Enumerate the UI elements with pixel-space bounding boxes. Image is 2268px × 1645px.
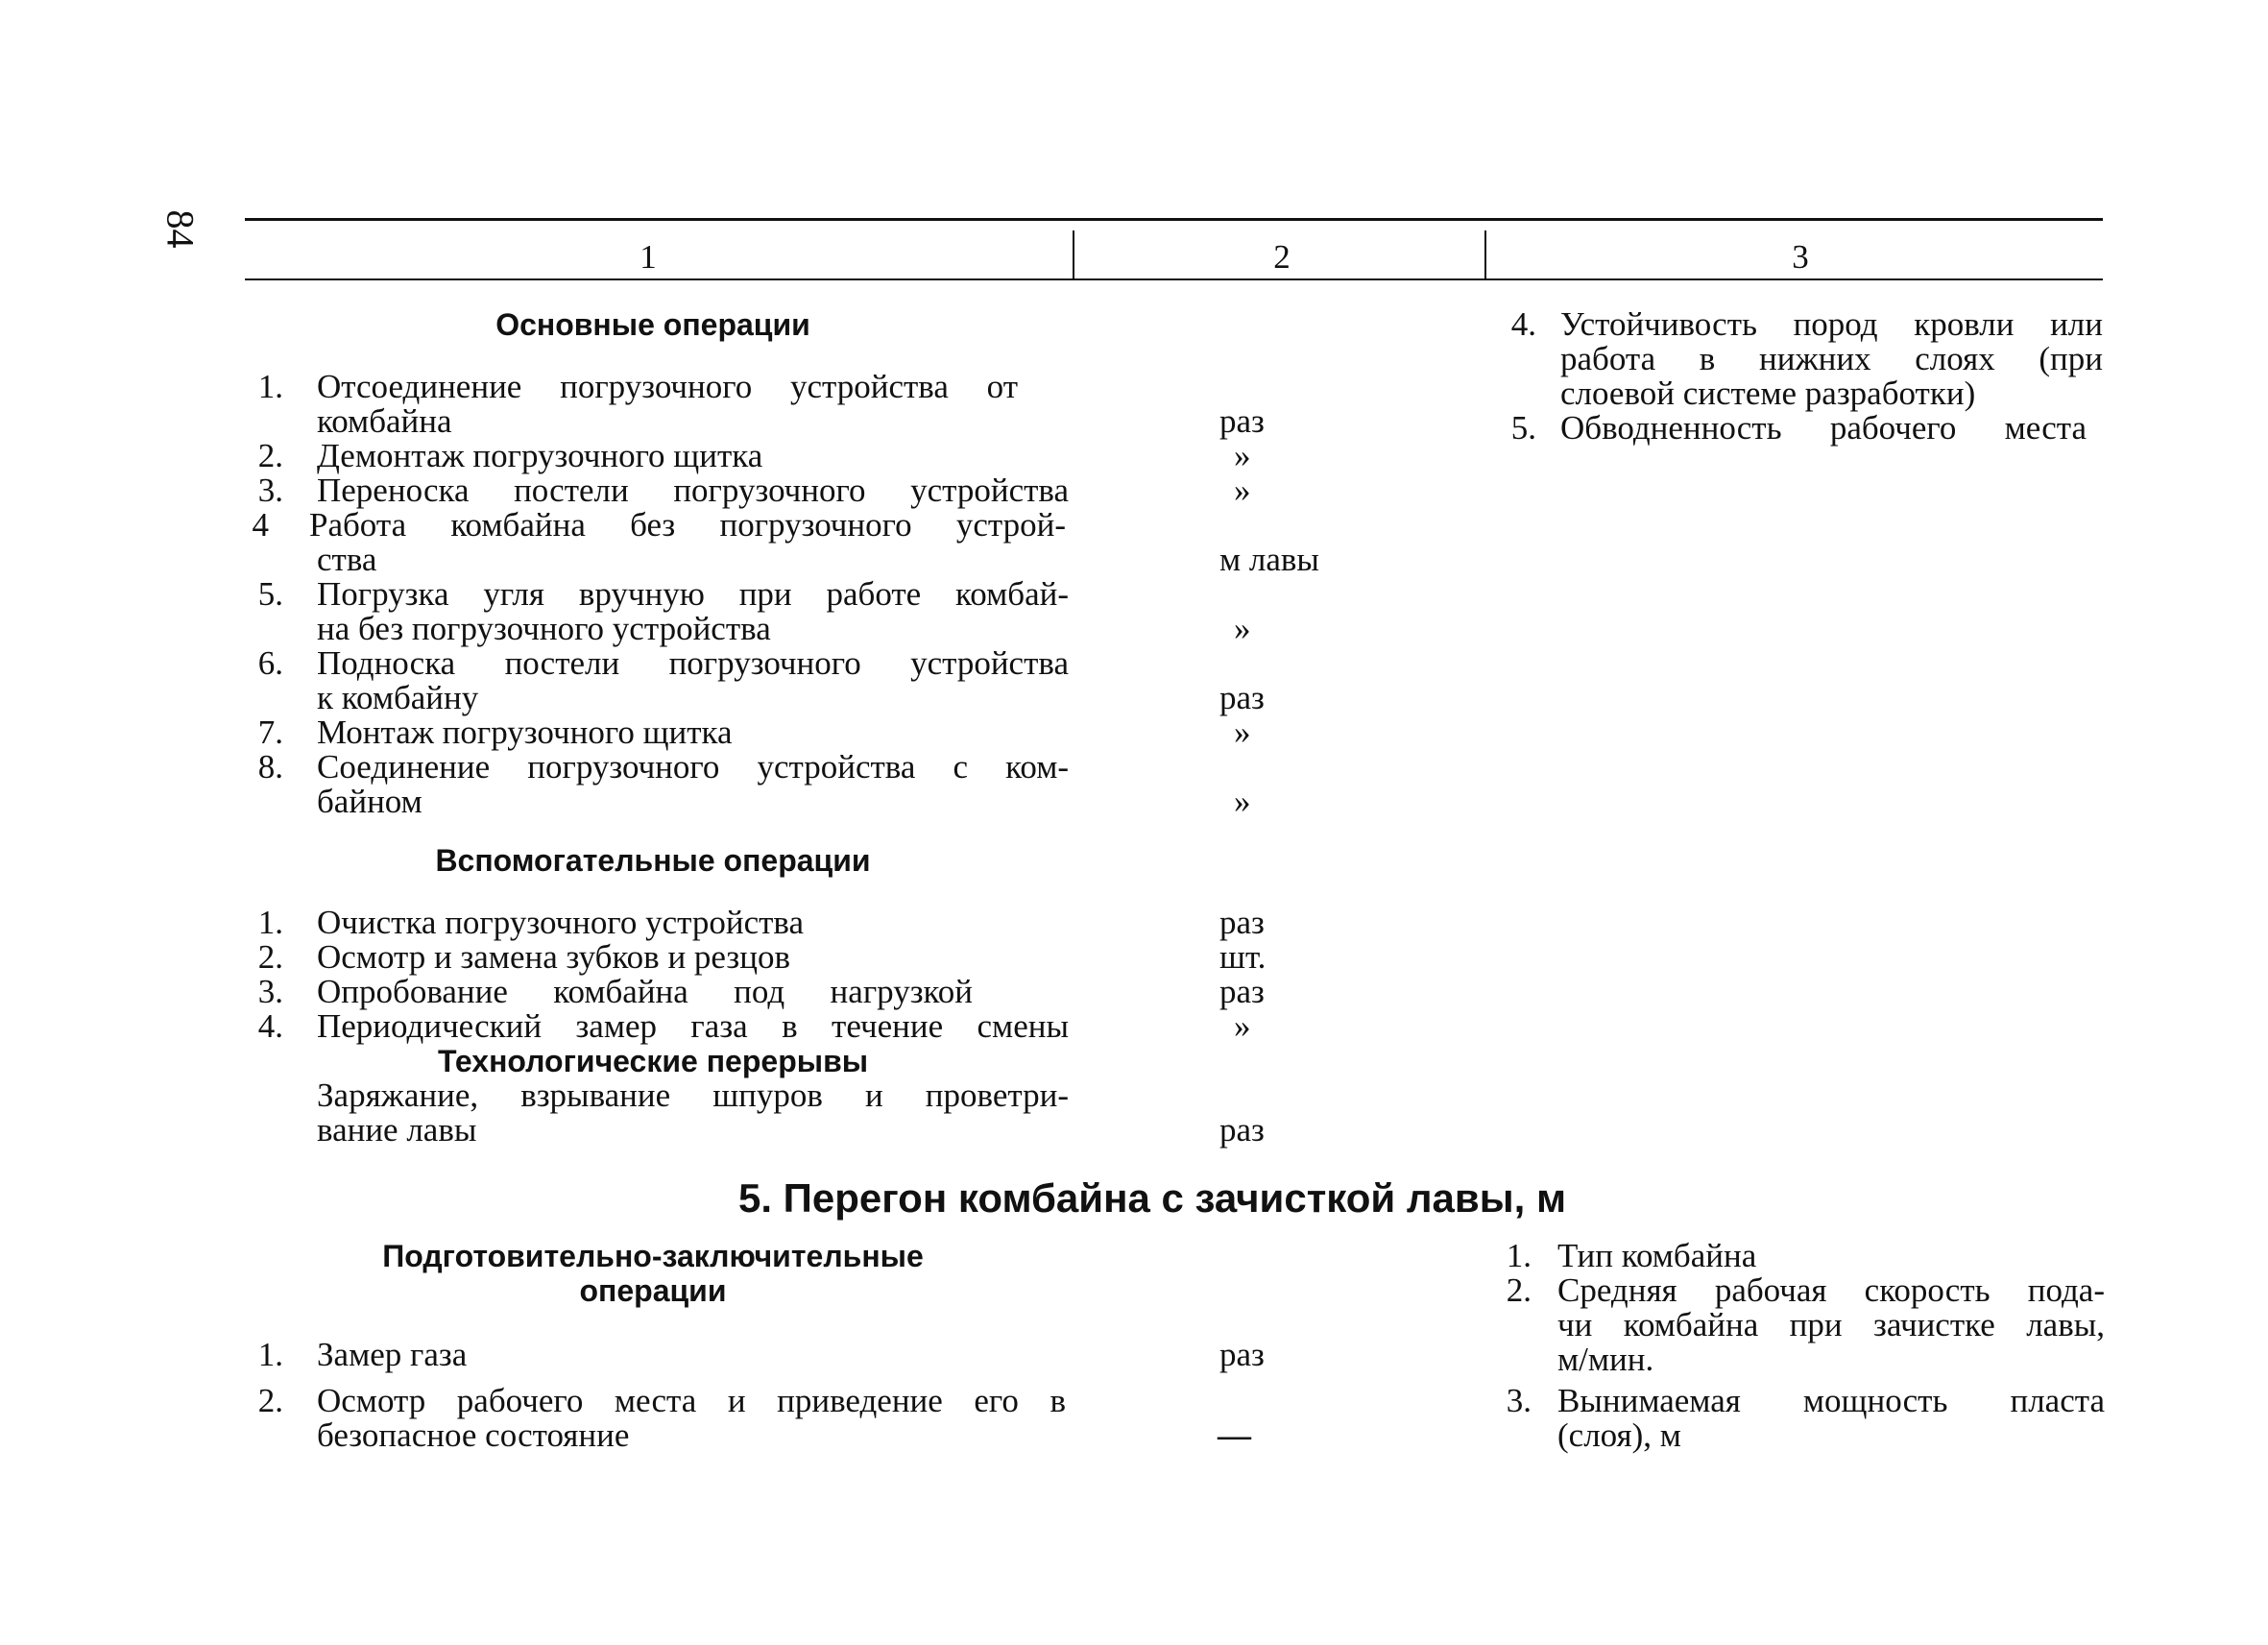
list-item-text: Подноска постели погрузочного устройства (317, 644, 1069, 682)
list-item-text: Осмотр и замена зубков и резцов (317, 938, 790, 976)
factor-text: Вынимаемая мощность пласта (1557, 1382, 2105, 1419)
list-item-number: 4. (257, 1007, 283, 1045)
header-col-1: 1 (639, 238, 657, 276)
list-item-number: 4 (252, 506, 269, 544)
factor-text: чи комбайна при зачистке лавы, (1557, 1306, 2105, 1343)
header-col-2: 2 (1273, 238, 1291, 276)
list-item-number: 2. (257, 938, 283, 976)
list-item-text: безопасное состояние (317, 1416, 630, 1454)
list-item-number: 2. (257, 437, 283, 474)
list-item-number: 8. (257, 748, 283, 786)
list-item-text: на без погрузочного устройства (317, 610, 771, 647)
tech-text: вание лавы (317, 1111, 477, 1149)
factor-number: 4. (1510, 305, 1536, 343)
header-bottom-rule (245, 278, 2103, 280)
list-item-text: Опробование комбайна под нагрузкой (317, 973, 973, 1010)
list-item-text: комбайна (317, 402, 452, 440)
list-item-text: Периодический замер газа в течение смены (317, 1007, 1069, 1045)
list-item-text: к комбайну (317, 679, 479, 716)
list-item-number: 6. (257, 644, 283, 682)
list-item-text: байном (317, 783, 422, 820)
header-top-rule (245, 218, 2103, 221)
list-item-text: Работа комбайна без погрузочного устрой- (309, 506, 1066, 544)
list-item-unit: » (1234, 437, 1251, 474)
list-item-text: Соединение погрузочного устройства с ком- (317, 748, 1069, 786)
section-aux-title: Вспомогательные операции (435, 843, 871, 878)
list-item-unit: раз (1219, 679, 1265, 716)
factor-text: Средняя рабочая скорость пода- (1557, 1271, 2105, 1309)
list-item-number: 1. (257, 368, 283, 405)
factor-text: (слоя), м (1557, 1416, 1681, 1454)
factor-text: работа в нижних слоях (при (1560, 340, 2103, 377)
list-item-text: Монтаж погрузочного щитка (317, 714, 733, 751)
list-item-number: 3. (257, 472, 283, 509)
factor-text: слоевой системе разработки) (1560, 375, 1976, 412)
list-item-number: 2. (257, 1382, 283, 1419)
factor-text: Устойчивость пород кровли или (1560, 305, 2103, 343)
list-item-unit: — (1218, 1416, 1251, 1454)
list-item-text: Осмотр рабочего места и приведение его в (317, 1382, 1066, 1419)
factor-number: 1. (1506, 1237, 1532, 1274)
list-item-text: Отсоединение погрузочного устройства от (317, 368, 1018, 405)
factor-text: Тип комбайна (1557, 1237, 1757, 1274)
factor-text: м/мин. (1557, 1341, 1654, 1378)
prep-title: Подготовительно-заключительные (382, 1239, 924, 1273)
list-item-unit: шт. (1219, 938, 1267, 976)
list-item-text: Очистка погрузочного устройства (317, 904, 805, 941)
page-number: 84 (158, 209, 203, 249)
list-item-text: Демонтаж погрузочного щитка (317, 437, 763, 474)
section-tech-title: Технологические перерывы (437, 1044, 869, 1078)
prep-title: операции (579, 1273, 727, 1308)
list-item-unit: раз (1219, 402, 1265, 440)
list-item-text: ства (317, 541, 377, 578)
list-item-unit: » (1234, 472, 1251, 509)
list-item-number: 3. (257, 973, 283, 1010)
list-item-unit: » (1234, 714, 1251, 751)
header-col-3: 3 (1792, 238, 1809, 276)
list-item-unit: » (1234, 1007, 1251, 1045)
chapter-title: 5. Перегон комбайна с зачисткой лавы, м (737, 1175, 1567, 1221)
list-item-unit: раз (1219, 1336, 1265, 1373)
list-item-number: 7. (257, 714, 283, 751)
header-divider-1 (1073, 230, 1074, 278)
list-item-number: 1. (257, 1336, 283, 1373)
header-divider-2 (1484, 230, 1486, 278)
list-item-unit: » (1234, 610, 1251, 647)
list-item-number: 5. (257, 575, 283, 613)
list-item-text: Переноска постели погрузочного устройства (317, 472, 1069, 509)
tech-unit: раз (1219, 1111, 1265, 1149)
list-item-number: 1. (257, 904, 283, 941)
list-item-unit: раз (1219, 973, 1265, 1010)
list-item-unit: раз (1219, 904, 1265, 941)
list-item-unit: м лавы (1219, 541, 1319, 578)
factor-number: 2. (1506, 1271, 1532, 1309)
list-item-text: Замер газа (317, 1336, 468, 1373)
factor-number: 3. (1506, 1382, 1532, 1419)
list-item-text: Погрузка угля вручную при работе комбай- (317, 575, 1069, 613)
tech-text: Заряжание, взрывание шпуров и проветри- (317, 1077, 1069, 1114)
factor-number: 5. (1510, 409, 1536, 447)
factor-text: Обводненность рабочего места (1560, 409, 2087, 447)
section-main-title: Основные операции (495, 307, 810, 342)
list-item-unit: » (1234, 783, 1251, 820)
